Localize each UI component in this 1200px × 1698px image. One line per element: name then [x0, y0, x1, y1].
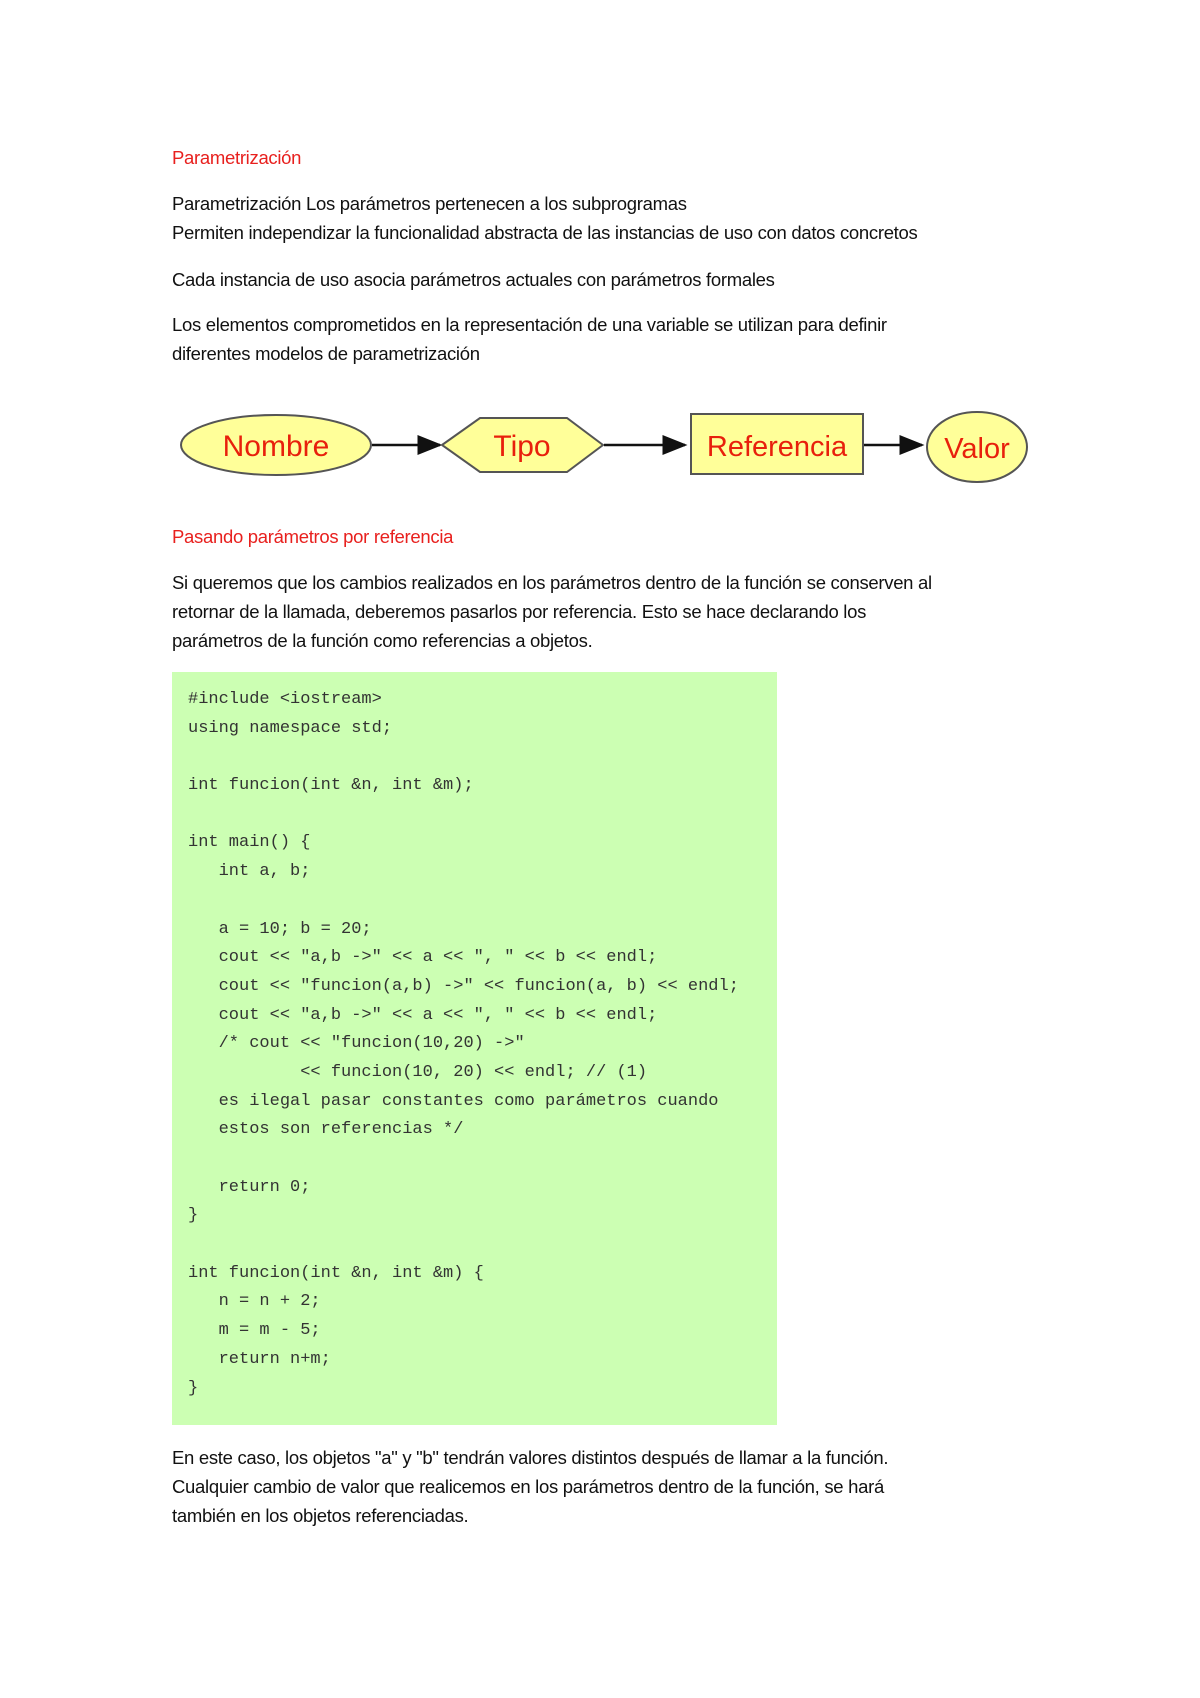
code-line: cout << "a,b ->" << a << ", " << b << endl; — [188, 948, 658, 968]
code-line: int main() { — [188, 833, 311, 853]
code-line: using namespace std; — [188, 718, 393, 738]
code-line: estos son referencias */ — [188, 1120, 464, 1140]
code-line: int a, b; — [188, 862, 311, 882]
code-line: /* cout << "funcion(10,20) ->" — [188, 1034, 525, 1054]
svg-text:Tipo: Tipo — [493, 430, 551, 463]
code-line — [188, 801, 777, 830]
paragraph: parámetros de la función como referencias a objetos. — [172, 630, 593, 651]
code-line: return 0; — [188, 1177, 311, 1197]
code-line: n = n + 2; — [188, 1292, 321, 1312]
paragraph: diferentes modelos de parametrización — [172, 343, 480, 364]
paragraph: Cualquier cambio de valor que realicemos en los parámetros dentro de la función, se hará — [172, 1476, 884, 1497]
code-line — [188, 887, 777, 916]
paragraph: retornar de la llamada, deberemos pasarlos por referencia. Esto se hace declarando los — [172, 601, 867, 622]
code-line: cout << "a,b ->" << a << ", " << b << endl; — [188, 1005, 658, 1025]
paragraph: Cada instancia de uso asocia parámetros actuales con parámetros formales — [172, 269, 775, 290]
svg-text:Nombre: Nombre — [222, 430, 330, 463]
heading-parametrizacion: Parametrización — [172, 147, 302, 168]
code-line: << funcion(10, 20) << endl; // (1) — [188, 1062, 648, 1082]
code-line: return n+m; — [188, 1349, 331, 1369]
code-line: cout << "funcion(a,b) ->" << funcion(a, b) << endl; — [188, 976, 739, 996]
code-line: m = m - 5; — [188, 1321, 321, 1341]
heading-referencia: Pasando parámetros por referencia — [172, 526, 454, 547]
paragraph: Parametrización Los parámetros pertenecen a los subprogramas — [172, 193, 687, 214]
svg-text:Valor: Valor — [944, 433, 1010, 465]
paragraph: En este caso, los objetos "a" y "b" tendrán valores distintos después de llamar a la función. — [172, 1447, 889, 1468]
code-line — [188, 1145, 777, 1174]
code-line: #include <iostream> — [188, 690, 382, 709]
code-line: } — [188, 1378, 199, 1398]
code-line: a = 10; b = 20; — [188, 919, 372, 939]
svg-text:Referencia: Referencia — [706, 431, 848, 463]
code-block — [172, 672, 777, 1425]
parametrization-diagram — [180, 404, 1040, 494]
node-tipo — [442, 418, 603, 472]
paragraph: Los elementos comprometidos en la representación de una variable se utilizan para definir — [172, 314, 887, 335]
code-line: int funcion(int &n, int &m) { — [188, 1263, 484, 1283]
code-line — [188, 743, 777, 772]
node-valor — [927, 412, 1027, 482]
paragraph: Permiten independizar la funcionalidad abstracta de las instancias de uso con datos concretos — [172, 222, 918, 243]
code-line: es ilegal pasar constantes como parámetros cuando — [188, 1091, 719, 1111]
node-nombre — [181, 415, 371, 475]
code-line: int funcion(int &n, int &m); — [188, 776, 474, 796]
paragraph: Si queremos que los cambios realizados en los parámetros dentro de la función se conserven al — [172, 572, 932, 593]
code-line: } — [188, 1206, 199, 1226]
paragraph: también en los objetos referenciadas. — [172, 1505, 469, 1526]
node-referencia — [691, 414, 863, 474]
code-line — [188, 1231, 777, 1260]
